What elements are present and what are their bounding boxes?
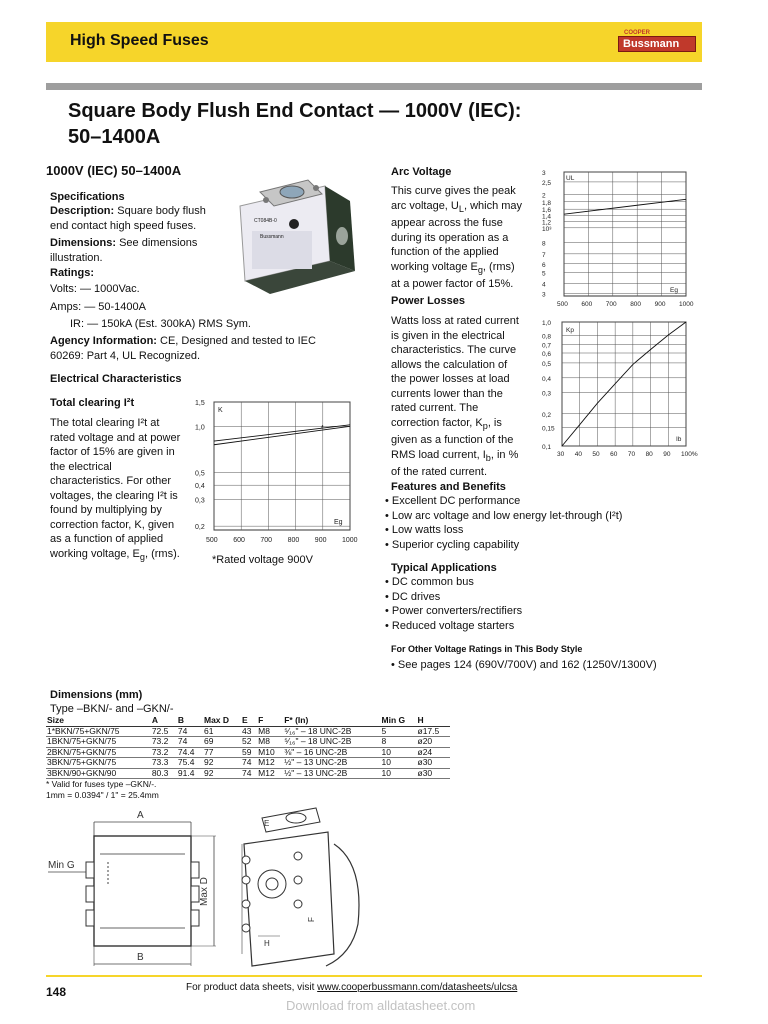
footer-text [186,982,517,993]
x-tick-label: 100% [681,451,698,458]
agency-block [50,334,350,363]
table-cell: M12 [257,768,283,779]
power-line: allows the calculation of [391,358,508,371]
agency-text-1: CE, Designed and tested to IEC [156,335,316,347]
dimensions-text-1: See dimensions [116,237,198,249]
power-losses-heading: Power Losses [391,295,465,307]
table-cell: ⅜" – 16 UNC-2B [283,747,380,758]
power-line: rated current. The [391,402,479,414]
other-voltages-heading: For Other Voltage Ratings in This Body Style [391,644,583,654]
dimensions-type-line: Type –BKN/- and –GKN/- [50,703,174,715]
y-tick-label: 0,1 [542,444,552,451]
y-axis-label: Kp [566,327,574,334]
arc-line: during its operation as a [391,231,509,244]
x-axis-label: Ib [676,436,682,443]
table-cell: 74.4 [177,747,203,758]
description-text-2: end contact high speed fuses. [50,219,197,232]
feature-item: • Superior cycling capability [385,538,520,551]
x-tick-label: 1000 [342,537,358,544]
dimensions-label: Dimensions: [50,237,117,249]
clearing-line: The total clearing I²t at [50,417,160,429]
x-axis-label: Eg [334,519,343,526]
fuse-photo [230,176,360,306]
x-tick-label: 80 [645,451,653,458]
x-tick-label: 800 [287,537,300,544]
power-loss-chart [540,316,700,467]
table-cell: M10 [257,747,283,758]
y-tick-label: 0,2 [195,524,205,532]
table-cell: 1BKN/75+GKN/75 [46,737,151,748]
power-line: , in % [490,448,519,461]
y-tick-label: 1,0 [542,320,552,327]
column-header: Size [46,716,151,726]
dim-label-a: A [137,810,144,821]
table-cell: 77 [203,747,241,758]
power-line: correction factor, K [391,416,483,429]
y-tick-label: 5 [542,270,546,278]
footer-line [46,975,702,977]
features-heading: Features and Benefits [391,481,506,493]
page-title-line1: Square Body Flush End Contact — 1000V (IEC): [68,100,522,122]
arc-line: appear across the fuse [391,217,503,230]
photo-label-text: CT084B-0 [254,218,277,224]
power-line: Watts loss at rated current [391,315,519,327]
chart-annotation: * [320,424,324,434]
clearing-line: factor of 15% are given in [50,446,175,458]
clearing-line: voltages, the clearing I²t is [50,489,178,502]
arc-voltage-heading: Arc Voltage [391,166,452,178]
table-cell: 74 [241,768,257,779]
table-cell: 10 [381,758,417,769]
x-tick-label: 40 [574,451,582,458]
power-line: , is [487,416,502,429]
table-row [46,737,450,748]
agency-text-2: 60269: Part 4, UL Recognized. [50,349,201,362]
page-number: 148 [46,985,67,999]
features-list [385,494,622,552]
table-cell: ø24 [417,747,450,758]
arc-voltage-paragraph [391,184,541,292]
k-factor-chart [190,396,360,553]
arc-line: This curve gives the peak [391,185,516,197]
y-tick-label: 6 [542,261,546,269]
table-row [46,726,450,737]
application-item: • Power converters/rectifiers [385,605,523,617]
table-cell: 73.2 [151,737,177,748]
table-cell: 75.4 [177,758,203,769]
power-line: currents lower than the [391,387,503,400]
table-row [46,747,450,758]
ratings-ir: IR: — 150kA (Est. 300kA) RMS Sym. [70,318,251,330]
y-tick-label: 3 [542,291,546,299]
column-header: B [177,716,203,726]
clearing-line: as a function of applied [50,533,164,545]
dimensions-text-2: illustration. [50,251,103,264]
clearing-line: characteristics. For other [50,475,172,487]
clearing-heading: Total clearing I²t [50,397,135,409]
table-cell: 3BKN/75+GKN/75 [46,758,151,769]
table-cell: ø20 [417,737,450,748]
table-cell: ⁵⁄₁₆" – 18 UNC-2B [283,737,380,748]
x-tick-label: 50 [592,451,600,458]
y-tick-label: 0,2 [542,411,552,419]
table-cell: M8 [257,737,283,748]
footer-prefix: For product data sheets, visit [186,982,318,993]
arc-line: arc voltage, U [391,199,459,212]
table-cell: ø30 [417,768,450,779]
product-subtitle: 1000V (IEC) 50–1400A [46,163,182,178]
column-header: A [151,716,177,726]
x-tick-label: 500 [206,537,218,544]
application-item: • DC common bus [385,576,474,588]
arc-line: at a power factor of 15%. [391,278,514,291]
ratings-volts: Volts: — 1000Vac. [50,283,140,295]
power-subscript: b [485,452,491,463]
header-banner [46,22,702,62]
table-header-row [46,716,450,726]
table-cell: 52 [241,737,257,748]
dim-label-e: E [264,819,270,828]
table-cell: 8 [381,737,417,748]
table-cell: 3BKN/90+GKN/90 [46,768,151,779]
clearing-line: the electrical [50,460,112,473]
table-cell: M12 [257,758,283,769]
y-axis-label: UL [566,175,575,182]
applications-heading: Typical Applications [391,562,497,574]
dimensions-note-1: * Valid for fuses type –GKN/-. [46,779,157,789]
x-tick-label: 900 [314,537,327,544]
x-tick-label: 90 [663,451,671,458]
x-tick-label: 700 [605,301,617,308]
table-cell: 69 [203,737,241,748]
divider-bar [46,83,702,90]
arc-subscript: g [477,264,483,275]
dim-label-h: H [264,939,270,948]
arc-line: , (rms) [482,260,515,273]
series-line [214,425,350,441]
clearing-line: correction factor, K, given [50,518,175,531]
power-line: characteristics. The curve [391,344,517,356]
column-header: Min G [381,716,417,726]
table-cell: 74 [241,758,257,769]
column-header: F [257,716,283,726]
table-cell: 73.2 [151,747,177,758]
table-cell: 72.5 [151,726,177,737]
x-tick-label: 500 [557,301,568,308]
applications-list [385,575,522,633]
x-tick-label: 1000 [679,301,694,308]
power-line: given as a function of the [391,434,514,447]
x-tick-label: 60 [610,451,618,458]
arc-line: working voltage E [391,260,478,273]
column-header: H [417,716,450,726]
bussmann-logo [618,30,696,54]
arc-line: , which may [463,199,523,212]
electrical-heading: Electrical Characteristics [50,373,182,385]
y-tick-label: 2 [542,192,546,200]
y-tick-label: 1,0 [195,424,205,432]
x-tick-label: 800 [630,301,642,308]
logo-cooper-text: COOPER [624,30,651,36]
arc-subscript: L [458,203,464,214]
y-tick-label: 3 [542,170,546,177]
y-tick-label: 10³ [542,225,552,233]
dimensions-table [46,716,450,779]
rated-voltage-note: *Rated voltage 900V [212,554,313,566]
chart-frame [564,172,686,296]
table-cell: 74 [177,737,203,748]
y-tick-label: 1,6 [542,207,552,215]
arc-voltage-chart [540,168,700,315]
y-tick-label: 1,4 [542,213,552,221]
application-item: • DC drives [385,590,441,603]
table-cell: ø30 [417,758,450,769]
table-cell: 73.3 [151,758,177,769]
power-line: of the rated current. [391,466,487,479]
page-title [68,98,668,150]
watermark: Download from alldatasheet.com [286,998,476,1013]
description-text-1: Square body flush [114,205,206,217]
x-tick-label: 700 [260,537,273,544]
clearing-line: rated voltage and at power [50,431,181,444]
table-cell: ø17.5 [417,726,450,737]
y-tick-label: 1,2 [542,219,552,227]
section-title: High Speed Fuses [70,32,209,49]
y-tick-label: 0,5 [195,470,205,478]
y-tick-label: 4 [542,281,546,289]
description-label: Description: [50,205,115,217]
table-cell: 59 [241,747,257,758]
table-cell: 80.3 [151,768,177,779]
table-cell: 74 [177,726,203,737]
dimensions-heading: Dimensions (mm) [50,689,143,701]
feature-item: • Excellent DC performance [385,495,521,507]
description-block [50,204,230,233]
feature-item: • Low watts loss [385,524,464,536]
clearing-line: , (rms). [144,547,180,560]
y-tick-label: 0,4 [542,375,552,383]
y-tick-label: 1,5 [195,400,205,407]
feature-item: • Low arc voltage and low energy let-through (I²t) [385,509,623,522]
table-cell: 2BKN/75+GKN/75 [46,747,151,758]
table-cell: ⁵⁄₁₆" – 18 UNC-2B [283,726,380,737]
perspective-view-drawing [234,804,374,975]
y-tick-label: 0,3 [195,497,205,505]
y-tick-label: 0,15 [542,425,555,433]
column-header: E [241,716,257,726]
other-voltages-text: • See pages 124 (690V/700V) and 162 (1250V/1300V) [391,659,657,671]
series-line [214,426,350,444]
front-view-drawing [44,806,224,975]
spec-heading: Specifications [50,191,125,203]
table-cell: 43 [241,726,257,737]
chart-frame [214,402,350,530]
photo-brand-text: Bussmann [260,234,284,240]
ratings-amps: Amps: — 50-1400A [50,301,146,313]
x-tick-label: 600 [581,301,593,308]
clearing-subscript: g [139,551,145,562]
table-cell: 91.4 [177,768,203,779]
ratings-label: Ratings: [50,267,94,279]
dimensions-note-2: 1mm = 0.0394" / 1" = 25.4mm [46,790,159,800]
logo-brand-text: Bussmann [623,38,680,50]
table-row [46,768,450,779]
column-header: F* (In) [283,716,380,726]
clearing-paragraph [50,416,200,564]
y-tick-label: 8 [542,240,546,248]
dimensions-block [50,236,230,265]
y-tick-label: 0,8 [542,333,552,341]
x-tick-label: 600 [233,537,245,544]
table-row [46,758,450,769]
page-title-line2: 50–1400A [68,126,161,148]
power-subscript: p [482,420,488,431]
clearing-line: working voltage, E [50,547,140,560]
table-cell: 1*BKN/75+GKN/75 [46,726,151,737]
x-tick-label: 70 [627,451,636,458]
power-line: RMS load current, I [391,448,486,461]
datasheets-link[interactable]: www.cooperbussmann.com/datasheets/ulcsa [317,982,518,993]
dim-label-b: B [137,952,144,963]
table-cell: 5 [381,726,417,737]
y-tick-label: 0,5 [542,360,552,368]
arc-line: function of the applied [391,246,499,259]
y-tick-label: 0,3 [542,390,552,398]
y-tick-label: 0,4 [195,483,205,491]
table-cell: 61 [203,726,241,737]
column-header: Max D [203,716,241,726]
power-line: the power losses at load [391,373,510,385]
agency-label: Agency Information: [50,335,157,347]
application-item: • Reduced voltage starters [385,619,515,632]
dim-label-max-d: Max D [199,877,210,906]
table-cell: 92 [203,768,241,779]
logo-box [618,36,696,52]
x-tick-label: 900 [654,301,666,308]
table-cell: 92 [203,758,241,769]
y-tick-label: 0,6 [542,351,552,358]
y-axis-label: K [218,407,223,414]
x-axis-label: Eg [670,287,678,294]
y-tick-label: 0,7 [542,342,552,350]
table-cell: M8 [257,726,283,737]
dim-label-f: F [307,917,316,922]
table-cell: ½" – 13 UNC-2B [283,758,380,769]
power-losses-paragraph [391,314,541,480]
table-cell: 10 [381,747,417,758]
dim-label-min-g: Min G [48,860,75,871]
table-cell: ½" – 13 UNC-2B [283,768,380,779]
y-tick-label: 7 [542,251,546,259]
power-line: is given in the electrical [391,329,505,342]
y-tick-label: 1,8 [542,199,552,207]
table-cell: 10 [381,768,417,779]
x-tick-label: 30 [557,451,565,458]
y-tick-label: 2,5 [542,179,552,187]
clearing-line: found by multiplying by [50,504,162,516]
